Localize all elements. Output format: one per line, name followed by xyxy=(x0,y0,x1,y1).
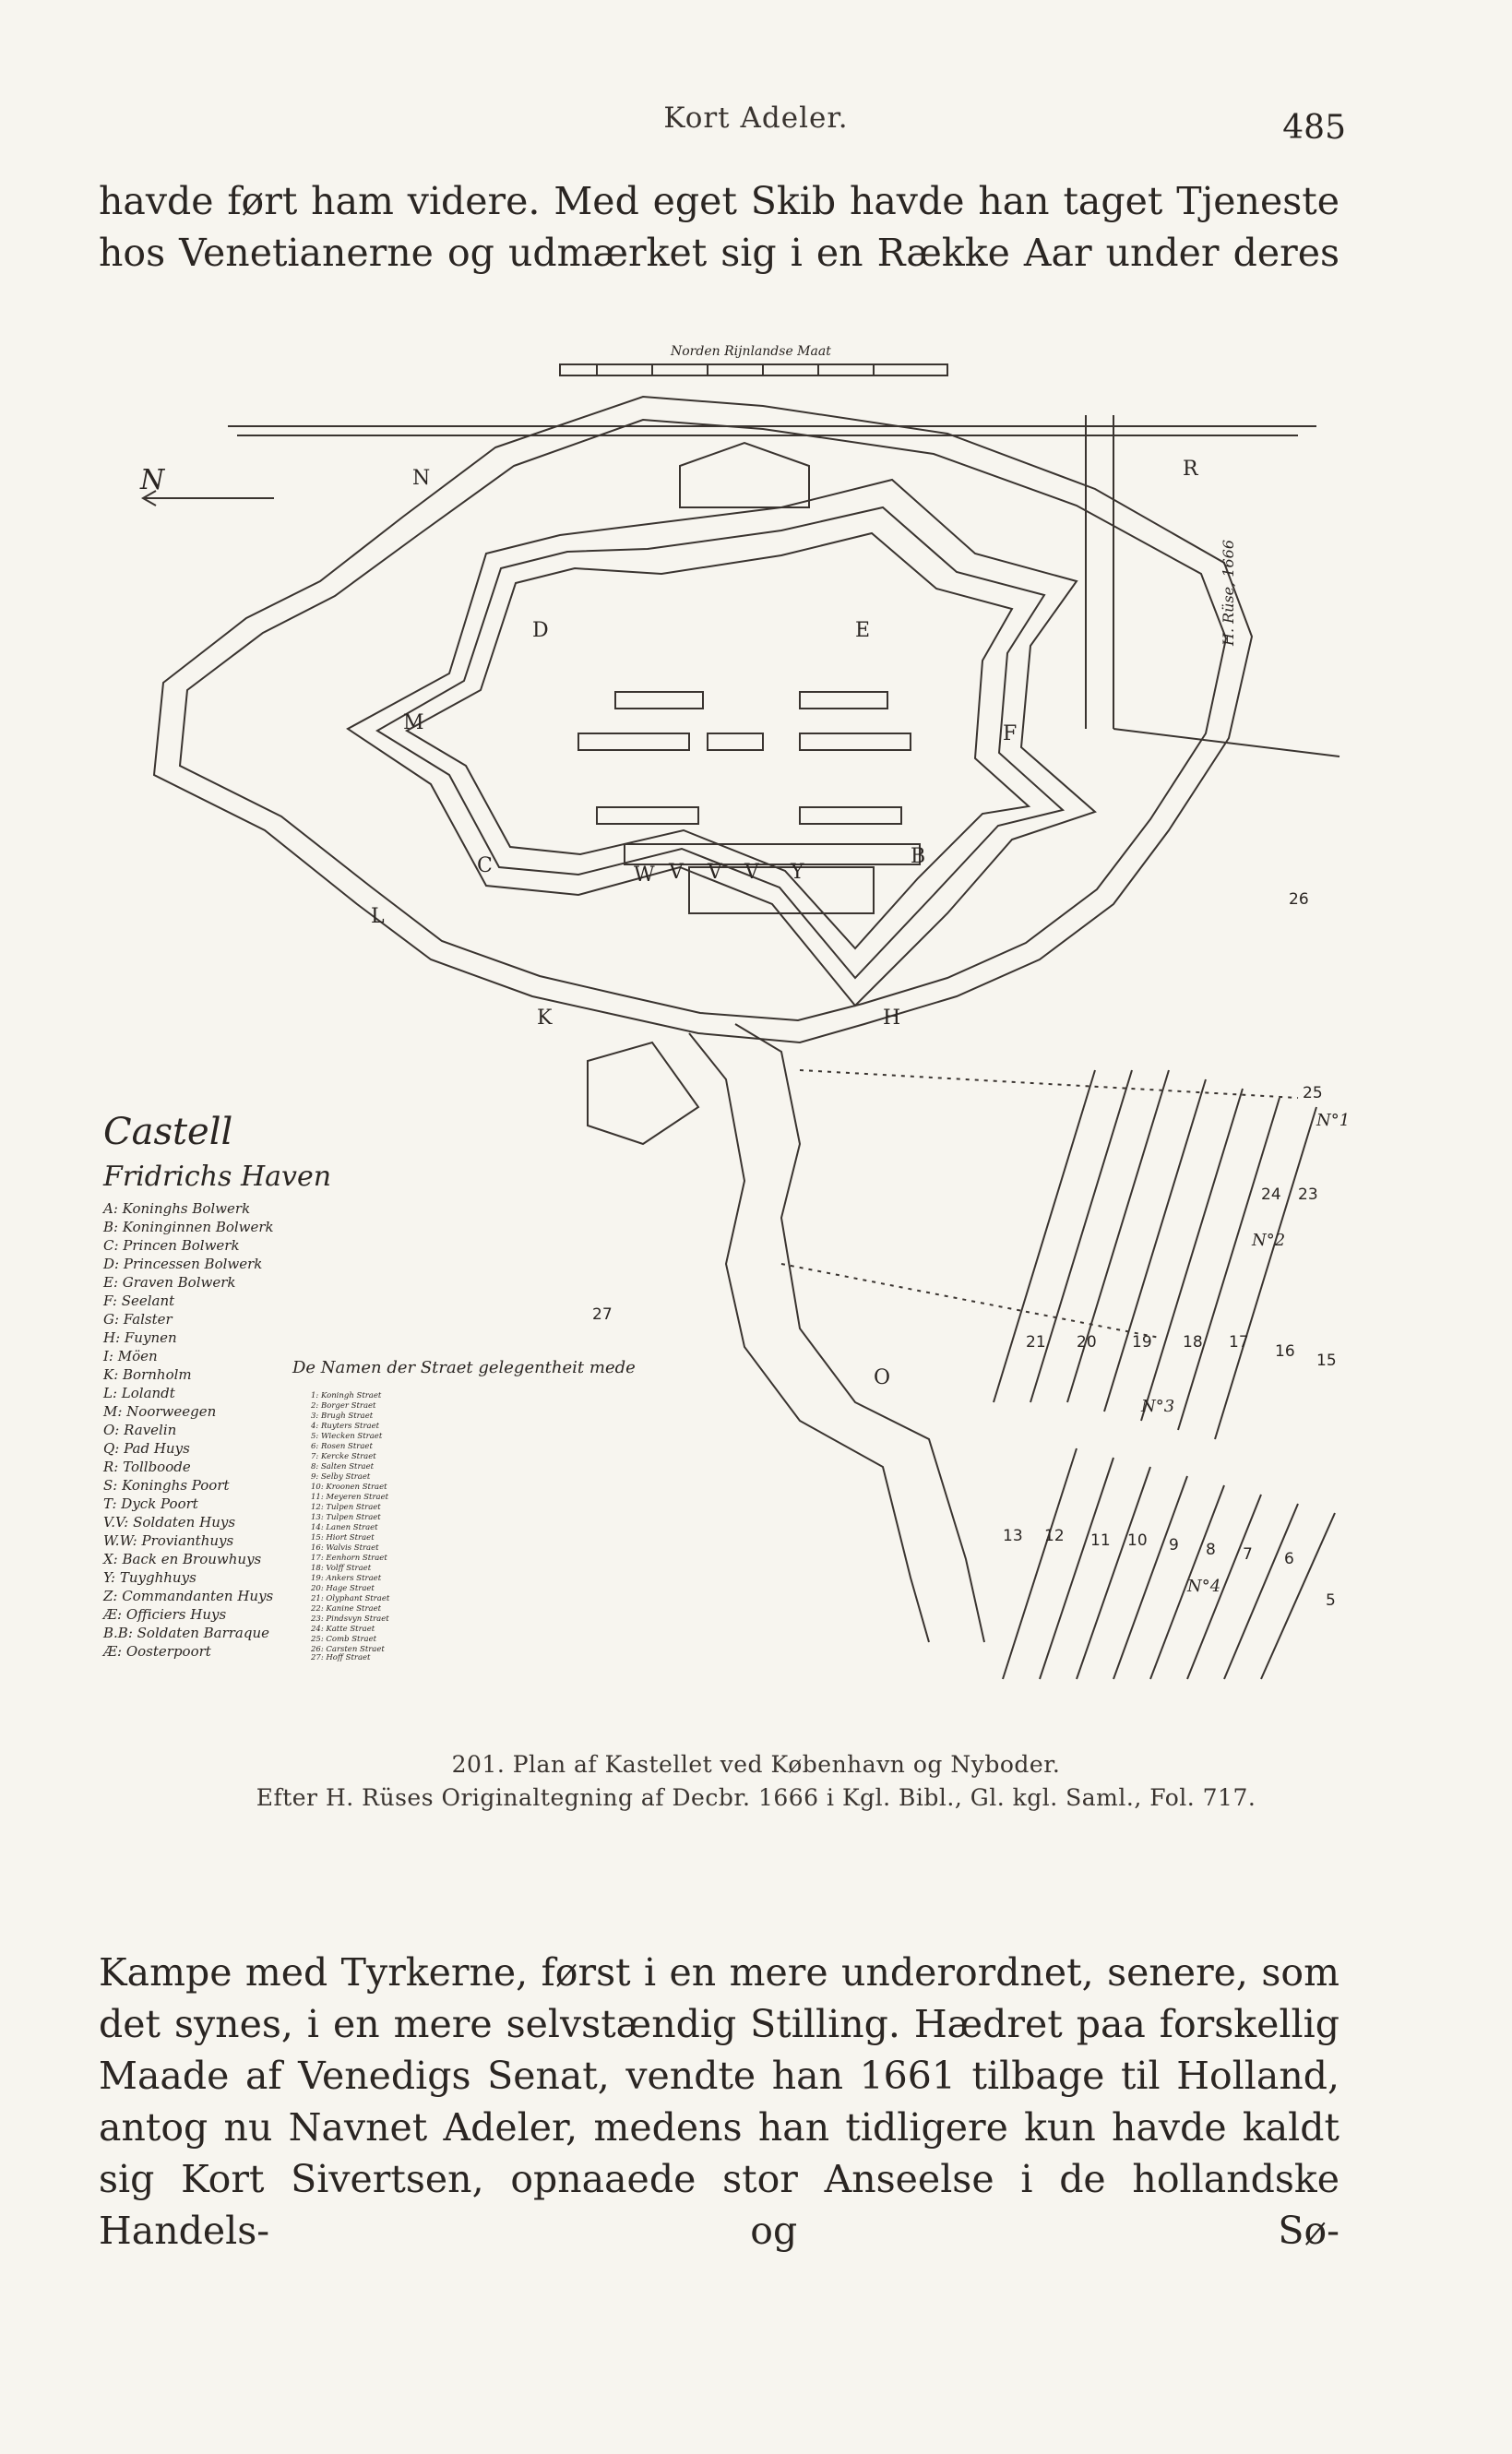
plan-letter: B xyxy=(911,845,926,868)
block-number: 19 xyxy=(1132,1333,1152,1352)
legend-item: V.V: Soldaten Huys xyxy=(103,1514,236,1531)
north-label: N xyxy=(140,464,165,496)
quarter-label: N°2 xyxy=(1252,1231,1286,1250)
legend-item: B.B: Soldaten Barraque xyxy=(103,1625,270,1641)
plan-letter: F xyxy=(1003,722,1018,745)
street-item: 13: Tulpen Straet xyxy=(311,1513,381,1522)
plan-letter: W xyxy=(634,864,655,887)
outer-ravelin xyxy=(588,1042,698,1144)
block-number: 21 xyxy=(1026,1333,1046,1352)
streets-heading: De Namen der Straet gelegentheit mede xyxy=(292,1358,636,1377)
nyboder-blocks xyxy=(994,1070,1335,1679)
street-item: 26: Carsten Straet xyxy=(311,1645,385,1654)
plan-letter: Y xyxy=(791,861,804,884)
block-number: 23 xyxy=(1298,1185,1318,1204)
plan-letter: O xyxy=(874,1366,891,1389)
scale-bar xyxy=(560,364,947,375)
plan-letter: K xyxy=(537,1007,553,1030)
legend-item: W.W: Provianthuys xyxy=(103,1532,234,1549)
figure-caption-line-2: Efter H. Rüses Originaltegning af Decbr. 1666 i Kgl. Bibl., Gl. kgl. Saml., Fol. 717. xyxy=(256,1784,1256,1811)
scale-title: Norden Rijnlandse Maat xyxy=(671,344,831,359)
block-number: 7 xyxy=(1243,1545,1253,1564)
block-number: 13 xyxy=(1003,1527,1023,1545)
legend-item: Æ: Officiers Huys xyxy=(103,1606,227,1623)
block-number: 12 xyxy=(1044,1527,1065,1545)
legend-item: L: Lolandt xyxy=(103,1385,175,1401)
top-paragraph-block xyxy=(99,175,1339,279)
plan-letter: V xyxy=(669,861,684,884)
fortress-plan-drawing xyxy=(99,314,1351,1662)
plan-letter: R xyxy=(1183,458,1198,481)
legend-item: Z: Commandanten Huys xyxy=(103,1588,274,1604)
legend-item: Æ: Oosterpoort xyxy=(103,1643,211,1660)
street-item: 21: Olyphant Straet xyxy=(311,1594,390,1603)
figure-caption-line-1: 201. Plan af Kastellet ved København og Nyboder. xyxy=(451,1751,1061,1778)
block-number: 16 xyxy=(1275,1342,1295,1361)
block-number: 11 xyxy=(1090,1531,1111,1550)
street-item: 4: Ruyters Straet xyxy=(311,1422,380,1431)
barrack-building xyxy=(615,692,703,709)
block-number: 25 xyxy=(1303,1084,1323,1102)
page-number: 485 xyxy=(1282,109,1346,147)
street-item: 10: Kroonen Straet xyxy=(311,1483,387,1492)
street-item: 22: Kanine Straet xyxy=(311,1604,382,1614)
legend-item: O: Ravelin xyxy=(103,1422,177,1438)
quarter-label: N°1 xyxy=(1316,1111,1351,1130)
quarter-label: N°3 xyxy=(1141,1397,1175,1416)
street-item: 2: Borger Straet xyxy=(311,1401,376,1411)
block-number: 9 xyxy=(1169,1536,1179,1555)
legend-item: A: Koninghs Bolwerk xyxy=(103,1200,251,1217)
fortress-plan-figure xyxy=(99,314,1351,1662)
street-item: 14: Lanen Straet xyxy=(311,1523,378,1532)
star-rampart xyxy=(348,480,1095,1006)
plan-letter: V xyxy=(744,861,759,884)
legend-item: S: Koninghs Poort xyxy=(103,1477,230,1494)
plan-letter: E xyxy=(855,619,871,642)
street-item: 6: Rosen Straet xyxy=(311,1442,373,1451)
plan-letter: H xyxy=(883,1007,901,1030)
block-number: 8 xyxy=(1206,1541,1216,1559)
plan-letter: M xyxy=(403,711,424,734)
street-item: 19: Ankers Straet xyxy=(311,1574,382,1583)
block-number: 24 xyxy=(1261,1185,1281,1204)
street-item: 24: Katte Straet xyxy=(311,1625,375,1634)
plan-letter: D xyxy=(532,619,549,642)
block-number: 17 xyxy=(1229,1333,1249,1352)
street-item: 9: Selby Straet xyxy=(311,1472,371,1482)
legend-item: F: Seelant xyxy=(103,1293,175,1309)
block-number: 20 xyxy=(1077,1333,1097,1352)
street-item: 27: Hoff Straet xyxy=(311,1653,371,1662)
page-header xyxy=(0,101,1512,157)
block-number: 18 xyxy=(1183,1333,1203,1352)
legend-list xyxy=(101,1200,274,1660)
ravelin xyxy=(680,443,809,507)
bottom-paragraph: Kampe med Tyrkerne, først i en mere underordnet, senere, som det synes, i en mere selvstændig Stilling. Hædret paa forskellig Maade af Venedigs Senat, vendte han 1661 tilbage til Holland, antog nu Navnet Adeler, medens han tidligere kun havde kaldt sig Kort Sivertsen, opnaaede stor Anseelse i de hollandske Handels- og Sø- xyxy=(99,1950,1339,2253)
top-paragraph: havde ført ham videre. Med eget Skib havde han taget Tjeneste hos Venetianerne og udmærket sig i en Række Aar under deres xyxy=(99,179,1339,275)
street-item: 12: Tulpen Straet xyxy=(311,1503,381,1512)
street-item: 17: Eenhorn Straet xyxy=(311,1554,387,1563)
street-item: 20: Hage Straet xyxy=(311,1584,375,1593)
signature: H. Rüse, 1666 xyxy=(1220,539,1237,646)
street-item: 7: Kercke Straet xyxy=(311,1452,376,1461)
street-list xyxy=(310,1391,390,1662)
street-item: 16: Walvis Straet xyxy=(311,1543,379,1553)
plan-letter: V xyxy=(708,861,722,884)
plan-letter: C xyxy=(477,854,493,877)
street-item: 18: Volff Straet xyxy=(311,1564,372,1573)
bottom-paragraph-block xyxy=(99,1947,1339,2257)
street-item: 15: Hiort Straet xyxy=(311,1533,375,1543)
block-number: 26 xyxy=(1289,890,1309,909)
street-item: 1: Koningh Straet xyxy=(311,1391,382,1400)
legend-item: T: Dyck Poort xyxy=(103,1495,198,1512)
street-item: 25: Comb Straet xyxy=(311,1635,377,1644)
legend-item: D: Princessen Bolwerk xyxy=(103,1256,263,1272)
legend-item: C: Princen Bolwerk xyxy=(103,1237,240,1254)
running-head: Kort Adeler. xyxy=(663,101,849,135)
outer-moat xyxy=(154,397,1252,1042)
legend-item: K: Bornholm xyxy=(103,1366,192,1383)
block-number: 15 xyxy=(1316,1352,1337,1370)
legend-item: Y: Tuyghhuys xyxy=(103,1569,196,1586)
street-item: 11: Meyeren Straet xyxy=(311,1493,389,1502)
legend-item: X: Back en Brouwhuys xyxy=(103,1551,262,1567)
legend-item: B: Koninginnen Bolwerk xyxy=(103,1219,274,1235)
street-item: 3: Brugh Straet xyxy=(311,1412,374,1421)
legend-subtitle: Fridrichs Haven xyxy=(103,1161,332,1193)
legend-title: Castell xyxy=(103,1111,233,1153)
block-number: 5 xyxy=(1326,1591,1336,1610)
quarter-label: N°4 xyxy=(1187,1577,1221,1596)
street-item: 23: Pindsvyn Straet xyxy=(311,1614,389,1624)
block-number: 6 xyxy=(1284,1550,1294,1568)
legend-item: E: Graven Bolwerk xyxy=(103,1274,236,1291)
legend-item: M: Noorweegen xyxy=(103,1403,217,1420)
legend-item: R: Tollboode xyxy=(103,1459,191,1475)
plan-letter: L xyxy=(371,905,385,928)
plan-letter: N xyxy=(412,467,431,490)
block-number: 27 xyxy=(592,1305,613,1324)
street-item: 5: Wiecken Straet xyxy=(311,1432,383,1441)
legend-item: H: Fuynen xyxy=(103,1329,177,1346)
legend-item: Q: Pad Huys xyxy=(103,1440,190,1457)
street-item: 8: Salten Straet xyxy=(311,1462,375,1471)
block-number: 10 xyxy=(1127,1531,1148,1550)
legend-item: G: Falster xyxy=(103,1311,173,1328)
legend-item: I: Möen xyxy=(103,1348,158,1364)
